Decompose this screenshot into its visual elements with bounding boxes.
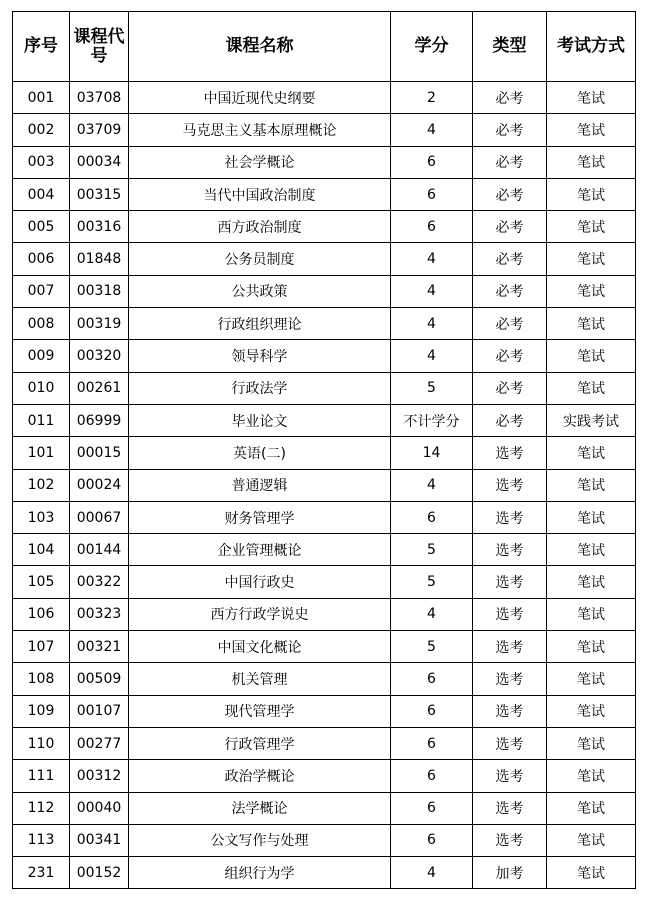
cell-type: 加考 [473, 857, 547, 889]
cell-course-name: 当代中国政治制度 [129, 178, 391, 210]
cell-exam-method: 笔试 [547, 308, 636, 340]
cell-course-name: 组织行为学 [129, 857, 391, 889]
cell-exam-method: 笔试 [547, 372, 636, 404]
cell-type: 选考 [473, 631, 547, 663]
cell-type: 选考 [473, 566, 547, 598]
table-row [13, 727, 636, 759]
cell-course-name: 西方行政学说史 [129, 598, 391, 630]
cell-index: 003 [13, 146, 70, 178]
cell-course-name: 现代管理学 [129, 695, 391, 727]
cell-exam-method: 笔试 [547, 566, 636, 598]
cell-exam-method: 笔试 [547, 727, 636, 759]
cell-course-code: 00144 [70, 534, 129, 566]
cell-type: 选考 [473, 727, 547, 759]
cell-course-name: 社会学概论 [129, 146, 391, 178]
table-header-row [13, 12, 636, 82]
cell-type: 必考 [473, 275, 547, 307]
cell-type: 必考 [473, 211, 547, 243]
cell-credits: 6 [391, 501, 473, 533]
table-row [13, 760, 636, 792]
cell-course-name: 毕业论文 [129, 404, 391, 436]
cell-type: 选考 [473, 534, 547, 566]
cell-course-name: 领导科学 [129, 340, 391, 372]
cell-index: 103 [13, 501, 70, 533]
cell-index: 231 [13, 857, 70, 889]
cell-course-name: 英语(二) [129, 437, 391, 469]
cell-course-code: 00015 [70, 437, 129, 469]
cell-type: 必考 [473, 146, 547, 178]
table-row [13, 469, 636, 501]
table-row [13, 663, 636, 695]
header-course-name: 课程名称 [129, 12, 391, 82]
table-row [13, 243, 636, 275]
cell-course-name: 公共政策 [129, 275, 391, 307]
cell-credits: 6 [391, 760, 473, 792]
header-credits: 学分 [391, 12, 473, 82]
header-exam-method: 考试方式 [547, 12, 636, 82]
cell-course-code: 00067 [70, 501, 129, 533]
header-type: 类型 [473, 12, 547, 82]
cell-course-code: 00323 [70, 598, 129, 630]
cell-course-name: 公务员制度 [129, 243, 391, 275]
cell-credits: 6 [391, 792, 473, 824]
cell-index: 113 [13, 824, 70, 856]
cell-credits: 5 [391, 534, 473, 566]
cell-index: 008 [13, 308, 70, 340]
cell-course-code: 00316 [70, 211, 129, 243]
cell-index: 104 [13, 534, 70, 566]
cell-course-code: 00318 [70, 275, 129, 307]
cell-course-name: 行政组织理论 [129, 308, 391, 340]
table-row [13, 824, 636, 856]
cell-course-code: 01848 [70, 243, 129, 275]
table-row [13, 372, 636, 404]
cell-index: 009 [13, 340, 70, 372]
header-index: 序号 [13, 12, 70, 82]
cell-course-name: 马克思主义基本原理概论 [129, 114, 391, 146]
cell-type: 必考 [473, 372, 547, 404]
cell-type: 选考 [473, 792, 547, 824]
cell-course-code: 00277 [70, 727, 129, 759]
cell-type: 选考 [473, 663, 547, 695]
cell-credits: 不计学分 [391, 404, 473, 436]
cell-credits: 6 [391, 178, 473, 210]
cell-index: 105 [13, 566, 70, 598]
cell-exam-method: 笔试 [547, 663, 636, 695]
table-row [13, 501, 636, 533]
cell-credits: 4 [391, 114, 473, 146]
cell-course-code: 00341 [70, 824, 129, 856]
cell-course-code: 00024 [70, 469, 129, 501]
header-course-code: 课程代号 [70, 12, 129, 82]
cell-course-name: 中国近现代史纲要 [129, 82, 391, 114]
cell-course-name: 机关管理 [129, 663, 391, 695]
cell-course-code: 00312 [70, 760, 129, 792]
cell-index: 111 [13, 760, 70, 792]
cell-exam-method: 笔试 [547, 437, 636, 469]
table-row [13, 82, 636, 114]
cell-course-code: 00321 [70, 631, 129, 663]
cell-type: 选考 [473, 469, 547, 501]
cell-exam-method: 笔试 [547, 857, 636, 889]
cell-exam-method: 笔试 [547, 178, 636, 210]
table-row [13, 695, 636, 727]
table-row [13, 275, 636, 307]
cell-course-code: 00034 [70, 146, 129, 178]
cell-exam-method: 笔试 [547, 469, 636, 501]
cell-credits: 4 [391, 469, 473, 501]
cell-index: 010 [13, 372, 70, 404]
cell-exam-method: 笔试 [547, 211, 636, 243]
cell-index: 005 [13, 211, 70, 243]
cell-exam-method: 笔试 [547, 82, 636, 114]
cell-course-name: 中国文化概论 [129, 631, 391, 663]
cell-credits: 6 [391, 824, 473, 856]
cell-type: 选考 [473, 695, 547, 727]
cell-credits: 4 [391, 275, 473, 307]
cell-course-code: 00315 [70, 178, 129, 210]
cell-course-name: 西方政治制度 [129, 211, 391, 243]
cell-credits: 5 [391, 372, 473, 404]
table-row [13, 566, 636, 598]
cell-type: 选考 [473, 501, 547, 533]
cell-type: 选考 [473, 760, 547, 792]
cell-exam-method: 笔试 [547, 598, 636, 630]
cell-type: 必考 [473, 308, 547, 340]
cell-credits: 5 [391, 566, 473, 598]
cell-type: 选考 [473, 437, 547, 469]
cell-credits: 6 [391, 211, 473, 243]
cell-course-name: 行政法学 [129, 372, 391, 404]
cell-credits: 6 [391, 727, 473, 759]
cell-course-code: 03708 [70, 82, 129, 114]
table-row [13, 437, 636, 469]
cell-index: 108 [13, 663, 70, 695]
table-row [13, 792, 636, 824]
cell-credits: 4 [391, 308, 473, 340]
cell-credits: 4 [391, 243, 473, 275]
cell-index: 102 [13, 469, 70, 501]
table-row [13, 340, 636, 372]
cell-course-code: 00107 [70, 695, 129, 727]
cell-credits: 4 [391, 598, 473, 630]
cell-type: 必考 [473, 404, 547, 436]
cell-exam-method: 笔试 [547, 146, 636, 178]
cell-index: 112 [13, 792, 70, 824]
cell-index: 007 [13, 275, 70, 307]
cell-type: 必考 [473, 82, 547, 114]
cell-course-code: 06999 [70, 404, 129, 436]
cell-type: 选考 [473, 824, 547, 856]
table-row [13, 404, 636, 436]
cell-exam-method: 笔试 [547, 275, 636, 307]
cell-index: 006 [13, 243, 70, 275]
cell-credits: 6 [391, 695, 473, 727]
cell-course-name: 企业管理概论 [129, 534, 391, 566]
cell-course-code: 00509 [70, 663, 129, 695]
cell-exam-method: 笔试 [547, 501, 636, 533]
cell-index: 107 [13, 631, 70, 663]
cell-exam-method: 笔试 [547, 760, 636, 792]
cell-index: 106 [13, 598, 70, 630]
cell-course-name: 行政管理学 [129, 727, 391, 759]
cell-course-name: 中国行政史 [129, 566, 391, 598]
cell-credits: 4 [391, 857, 473, 889]
cell-index: 004 [13, 178, 70, 210]
cell-credits: 4 [391, 340, 473, 372]
cell-course-name: 普通逻辑 [129, 469, 391, 501]
table-row [13, 211, 636, 243]
table-row [13, 146, 636, 178]
cell-type: 必考 [473, 178, 547, 210]
cell-type: 必考 [473, 340, 547, 372]
cell-course-name: 政治学概论 [129, 760, 391, 792]
cell-index: 101 [13, 437, 70, 469]
cell-course-name: 法学概论 [129, 792, 391, 824]
cell-type: 选考 [473, 598, 547, 630]
cell-exam-method: 笔试 [547, 792, 636, 824]
cell-type: 必考 [473, 114, 547, 146]
cell-index: 001 [13, 82, 70, 114]
cell-course-code: 00322 [70, 566, 129, 598]
table-row [13, 857, 636, 889]
cell-exam-method: 实践考试 [547, 404, 636, 436]
cell-course-code: 00152 [70, 857, 129, 889]
cell-course-code: 00261 [70, 372, 129, 404]
cell-index: 002 [13, 114, 70, 146]
cell-index: 110 [13, 727, 70, 759]
cell-credits: 6 [391, 146, 473, 178]
cell-exam-method: 笔试 [547, 695, 636, 727]
cell-course-code: 00320 [70, 340, 129, 372]
table-row [13, 631, 636, 663]
cell-type: 必考 [473, 243, 547, 275]
cell-exam-method: 笔试 [547, 340, 636, 372]
course-table [12, 11, 636, 889]
cell-exam-method: 笔试 [547, 631, 636, 663]
cell-index: 109 [13, 695, 70, 727]
table-row [13, 308, 636, 340]
cell-exam-method: 笔试 [547, 824, 636, 856]
table-row [13, 178, 636, 210]
cell-course-name: 公文写作与处理 [129, 824, 391, 856]
cell-credits: 5 [391, 631, 473, 663]
table-row [13, 534, 636, 566]
cell-index: 011 [13, 404, 70, 436]
cell-course-code: 00040 [70, 792, 129, 824]
cell-credits: 2 [391, 82, 473, 114]
cell-exam-method: 笔试 [547, 114, 636, 146]
cell-course-code: 03709 [70, 114, 129, 146]
table-row [13, 114, 636, 146]
cell-exam-method: 笔试 [547, 534, 636, 566]
cell-course-code: 00319 [70, 308, 129, 340]
cell-credits: 6 [391, 663, 473, 695]
cell-credits: 14 [391, 437, 473, 469]
table-row [13, 598, 636, 630]
cell-course-name: 财务管理学 [129, 501, 391, 533]
cell-exam-method: 笔试 [547, 243, 636, 275]
